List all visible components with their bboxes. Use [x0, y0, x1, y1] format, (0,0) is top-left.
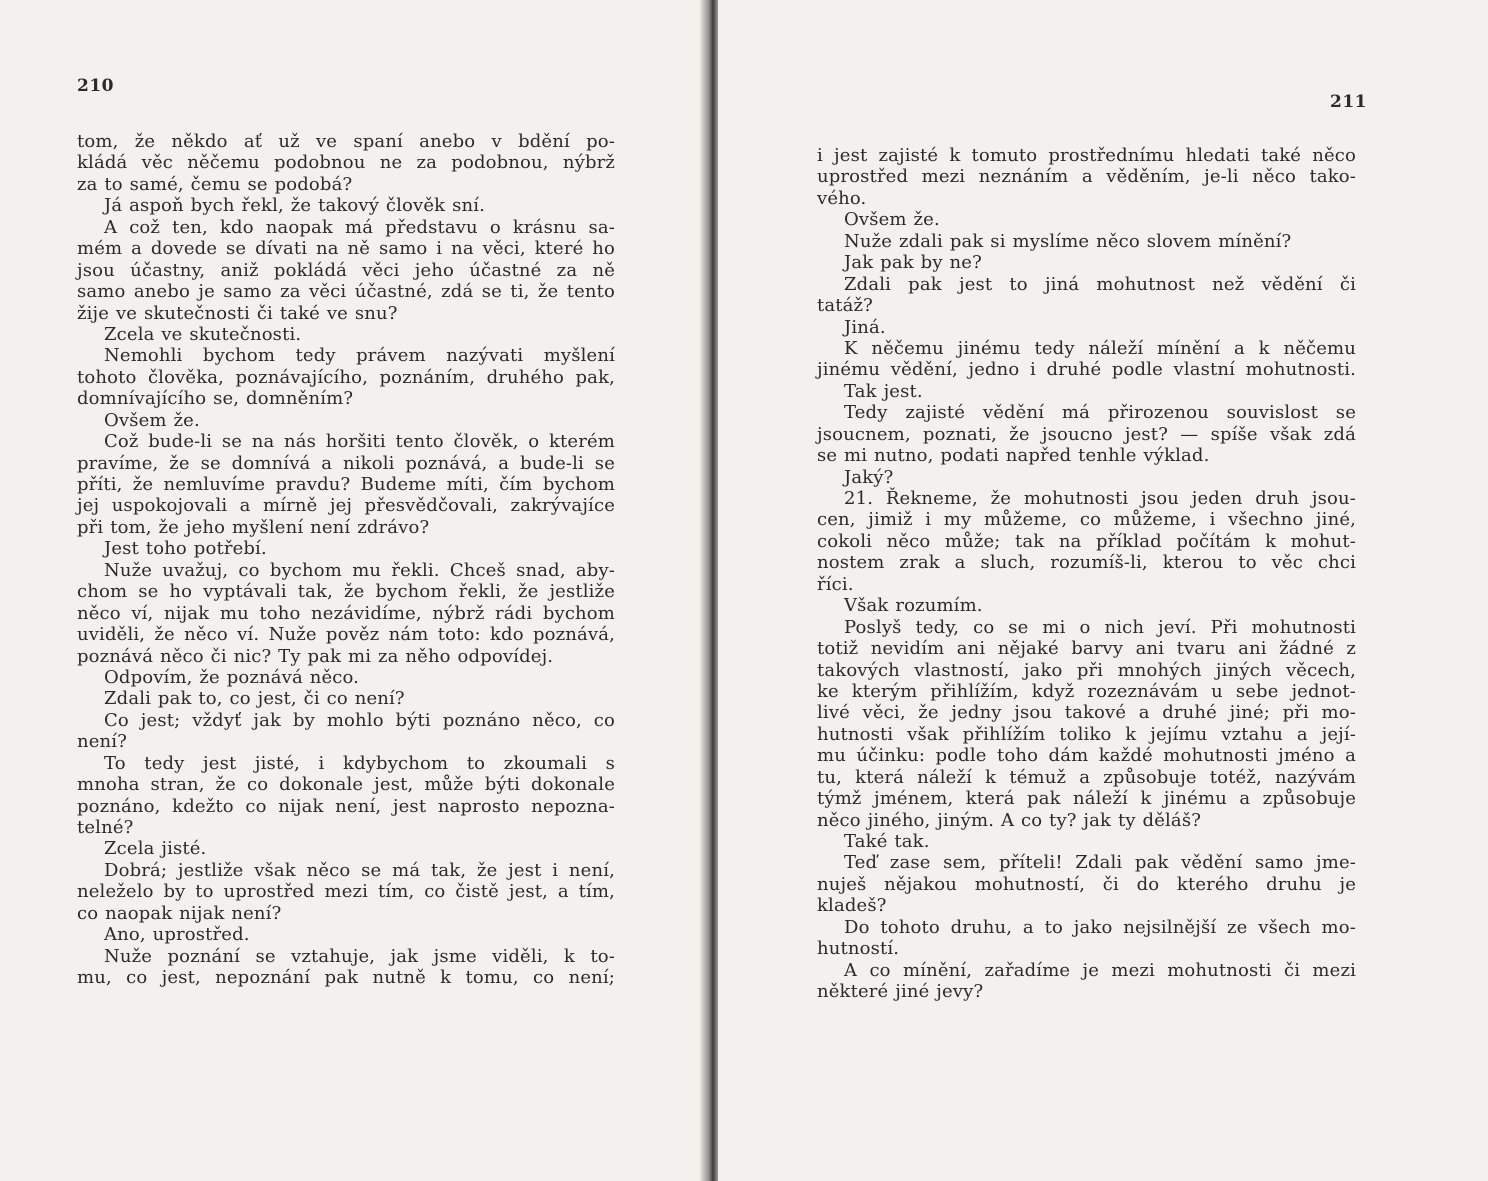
text-line: Odpovím, že poznává něco.	[104, 666, 360, 688]
text-line: samo anebo je samo za věci účastné, zdá se ti, že tento	[77, 281, 615, 303]
text-line: A což ten, kdo naopak má představu o krásnu sa-	[104, 216, 615, 238]
text-line: poznáno, kdežto co nijak není, jest naprosto nepozna-	[77, 795, 615, 817]
text-line: se mi nutno, podati napřed tenhle výklad.	[817, 445, 1210, 467]
text-line: příti, že nemluvíme pravdu? Budeme míti, čím bychom	[77, 474, 615, 495]
text-line: hutností.	[817, 938, 900, 960]
text-line: Jiná.	[844, 316, 886, 338]
text-line: Nuže uvažuj, co bychom mu řekli. Chceš snad, aby-	[104, 559, 615, 581]
text-line: poznává něco či nic? Ty pak mi za něho odpovídej.	[77, 645, 554, 667]
text-line: Nuže poznání se vztahuje, jak jsme viděli, k to-	[104, 945, 615, 967]
text-line: Nemohli bychom tedy právem nazývati myšlení	[104, 345, 615, 367]
text-line: Co jest; vždyť jak by mohlo býti poznáno něco, co	[104, 709, 615, 731]
text-line: Do tohoto druhu, a to jako nejsilnější ze všech mo-	[844, 916, 1356, 938]
text-line: mu účinku: podle toho dám každé mohutnosti jméno a	[817, 745, 1356, 767]
right-page	[718, 0, 1488, 1181]
text-line: Já aspoň bych řekl, že takový člověk sní.	[104, 195, 485, 217]
text-line: tohoto člověka, poznávajícího, poznáním, druhého pak,	[77, 366, 615, 388]
text-line: Zcela ve skutečnosti.	[104, 323, 302, 345]
text-line: Jest toho potřebí.	[104, 538, 267, 560]
text-line: týmž jménem, která pak náleží k jinému a způsobuje	[817, 788, 1356, 810]
text-line: 21. Řekneme, že mohutnosti jsou jeden druh jsou-	[844, 488, 1356, 509]
text-line: livé věci, že jedny jsou takové a druhé jiné; při mo-	[817, 702, 1356, 724]
text-line: Jak pak by ne?	[844, 252, 982, 274]
text-line: i jest zajisté k tomuto prostřednímu hledati také něco	[817, 145, 1356, 166]
text-line: žije ve skutečnosti či také ve snu?	[77, 302, 398, 324]
text-line: hutnosti však přihlížím toliko k jejímu vztahu a její-	[817, 723, 1356, 745]
text-line: jej uspokojovali a mírně jej přesvědčovali, zakrývajíce	[77, 495, 615, 517]
text-line: kladeš?	[817, 895, 887, 917]
text-line: domnívajícího se, domněním?	[77, 388, 354, 410]
text-line: mém a dovede se dívati na ně samo i na věci, které ho	[77, 238, 615, 260]
text-line: pravíme, že se domnívá a nikoli poznává, a bude-li se	[77, 452, 615, 474]
text-line: mu, co jest, nepoznání pak nutně k tomu, co není;	[77, 967, 615, 989]
text-line: jinému vědění, jedno i druhé podle vlastní mohutnosti.	[817, 359, 1356, 381]
text-line: při tom, že jeho myšlení není zdrávo?	[77, 516, 430, 538]
left-page-text	[77, 131, 615, 989]
text-line: takových vlastností, jako při mnohých jiných věcech,	[817, 659, 1356, 681]
text-line: Zdali pak jest to jiná mohutnost než vědění či	[844, 273, 1356, 295]
text-line: To tedy jest jisté, i kdybychom to zkoumali s	[104, 752, 615, 774]
text-line: A co mínění, zařadíme je mezi mohutnosti či mezi	[844, 959, 1356, 981]
text-line: jsou účastny, aniž pokládá věci jeho účastné za ně	[77, 259, 615, 281]
text-line: něco ví, nijak mu toho nezávidíme, nýbrž rádi bychom	[77, 602, 615, 624]
text-line: neleželo by to uprostřed mezi tím, co čistě jest, a tím,	[77, 881, 615, 903]
text-line: Však rozumím.	[844, 595, 983, 617]
text-line: Jaký?	[844, 466, 894, 488]
text-line: Tak jest.	[844, 380, 923, 402]
text-line: cokoli něco může; tak na příklad počítám k mohut-	[817, 530, 1356, 552]
text-line: nostem zrak a sluch, rozumíš-li, kterou to věc chci	[817, 552, 1356, 574]
text-line: Ovšem že.	[844, 209, 940, 231]
text-line: něco jiného, jiným. A co ty? jak ty děláš?	[817, 809, 1202, 831]
page-number-right: 211	[1330, 92, 1367, 112]
text-line: nuješ nějakou mohutností, či do kterého druhu je	[817, 873, 1356, 895]
text-line: co naopak nijak není?	[77, 902, 282, 924]
text-line: Zdali pak to, co jest, či co není?	[104, 688, 405, 710]
text-line: tom, že někdo ať už ve spaní anebo v bdění po-	[77, 131, 615, 152]
text-line: Což bude-li se na nás horšiti tento člověk, o kterém	[104, 431, 615, 453]
text-line: Poslyš tedy, co se mi o nich jeví. Při mohutnosti	[844, 616, 1356, 638]
text-line: telné?	[77, 817, 134, 838]
text-line: tu, která náleží k témuž a způsobuje totéž, nazývám	[817, 766, 1356, 788]
text-line: není?	[77, 731, 127, 753]
text-line: K něčemu jinému tedy náleží mínění a k něčemu	[844, 337, 1356, 359]
text-line: chom se ho vyptávali tak, že bychom řekli, že jestliže	[77, 581, 615, 603]
text-line: Také tak.	[844, 831, 930, 852]
text-line: mnoha stran, že co dokonale jest, může býti dokonale	[77, 774, 615, 796]
text-line: Tedy zajisté vědění má přirozenou souvislost se	[844, 402, 1356, 424]
text-line: uviděli, že něco ví. Nuže pověz nám toto: kdo poznává,	[77, 624, 615, 646]
text-line: Zcela jisté.	[104, 838, 207, 860]
right-page-text	[817, 145, 1356, 1003]
text-line: některé jiné jevy?	[817, 981, 984, 1003]
page-number-left: 210	[77, 76, 114, 96]
text-line: Ano, uprostřed.	[104, 924, 250, 946]
text-line: kládá věc něčemu podobnou ne za podobnou, nýbrž	[77, 152, 615, 174]
text-line: tatáž?	[817, 295, 873, 317]
text-line: jsoucnem, poznati, že jsoucno jest? — spíše však zdá	[817, 423, 1356, 445]
text-line: ke kterým přihlížím, když rozeznávám u sebe jednot-	[817, 680, 1356, 702]
left-page	[0, 0, 712, 1181]
text-line: Ovšem že.	[104, 409, 200, 431]
text-line: Teď zase sem, příteli! Zdali pak vědění samo jme-	[844, 852, 1356, 874]
text-line: Nuže zdali pak si myslíme něco slovem mínění?	[844, 230, 1292, 252]
text-line: za to samé, čemu se podobá?	[77, 173, 353, 195]
text-line: totiž nevidím ani nějaké barvy ani tvaru ani žádné z	[817, 638, 1356, 660]
text-line: cen, jimiž i my můžeme, co můžeme, i všechno jiné,	[817, 509, 1356, 531]
text-line: Dobrá; jestliže však něco se má tak, že jest i není,	[104, 859, 615, 881]
text-line: říci.	[817, 573, 854, 595]
text-line: vého.	[817, 187, 867, 209]
text-line: uprostřed mezi neznáním a věděním, je-li něco tako-	[817, 166, 1356, 188]
